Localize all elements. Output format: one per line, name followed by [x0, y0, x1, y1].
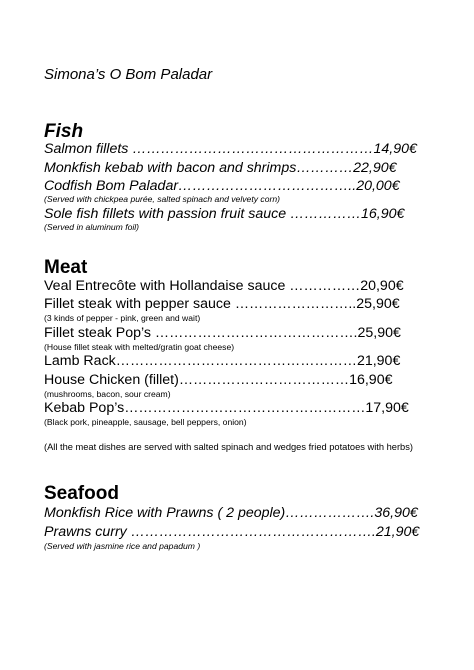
menu-item-salmon-fillets: Salmon fillets ……………………………………………14,90€	[44, 141, 417, 157]
menu-item-monkfish-rice: Monkfish Rice with Prawns ( 2 people)……………….36,90€	[44, 505, 418, 521]
menu-item-monkfish-kebab: Monkfish kebab with bacon and shrimps…………22,90€	[44, 160, 397, 176]
menu-item-house-chicken: House Chicken (fillet)………………………………16,90€	[44, 372, 393, 388]
section-title-meat: Meat	[44, 257, 88, 278]
menu-item-note-prawns-curry: (Served with jasmine rice and papadum )	[44, 541, 201, 551]
menu-item-lamb-rack: Lamb Rack……………………………………………21,90€	[44, 353, 401, 369]
menu-item-note-codfish: (Served with chickpea purée, salted spinach and velvety corn)	[44, 194, 280, 204]
menu-item-note-fillet-steak-pepper: (3 kinds of pepper - pink, green and wait)	[44, 313, 201, 323]
menu-item-note-fillet-steak-pops: (House fillet steak with melted/gratin goat cheese)	[44, 342, 235, 352]
section-title-fish: Fish	[44, 121, 84, 142]
menu-item-fillet-steak-pepper: Fillet steak with pepper sauce ……………………..25,90€	[44, 296, 400, 312]
menu-item-veal-entrecote: Veal Entrecôte with Hollandaise sauce ……………20,90€	[44, 278, 404, 294]
menu-item-note-kebab-pops: (Black pork, pineapple, sausage, bell peppers, onion)	[44, 417, 247, 427]
restaurant-name: Simona’s O Bom Paladar	[44, 66, 213, 83]
meat-footnote: (All the meat dishes are served with salted spinach and wedges fried potatoes with herbs)	[44, 442, 413, 452]
menu-item-fillet-steak-pops: Fillet steak Pop’s …………………………………….25,90€	[44, 325, 401, 341]
menu-item-codfish-bom-paladar: Codfish Bom Paladar………………………………..20,00€	[44, 178, 400, 194]
menu-item-note-house-chicken: (mushrooms, bacon, sour cream)	[44, 389, 171, 399]
menu-item-kebab-pops: Kebab Pop’s……………………………………………17,90€	[44, 400, 409, 416]
menu-item-note-sole-fish: (Served in aluminum foil)	[44, 222, 140, 232]
section-title-seafood: Seafood	[44, 483, 119, 504]
menu-item-prawns-curry: Prawns curry …………………………………………….21,90€	[44, 524, 420, 540]
menu-item-sole-fish-fillets: Sole fish fillets with passion fruit sauce ……………16,90€	[44, 206, 405, 222]
